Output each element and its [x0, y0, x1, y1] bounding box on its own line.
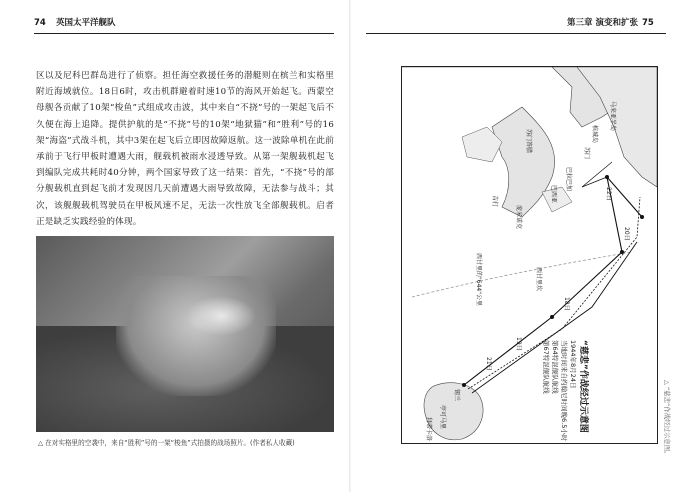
map-marker-2 — [550, 315, 554, 319]
right-header-rule — [366, 33, 666, 34]
map-label-5: 巴西亚 — [550, 185, 557, 204]
photo-smoke — [186, 296, 256, 336]
map-label-17: 拜蒂卡洛 — [425, 417, 432, 442]
map-label-15: 锡兰 — [453, 389, 460, 402]
left-page-number: 74 — [34, 18, 46, 28]
map-legend — [541, 340, 588, 441]
right-page-number: 75 — [642, 18, 654, 28]
map-land-sumatra — [492, 107, 555, 217]
map-label-9: 西甘里坎 — [535, 267, 542, 292]
legend-line-1: 当地时间来自约翰尼时间晚6.5小时 — [560, 340, 568, 442]
legend-line-3: 第67特混舰队航线 — [542, 340, 550, 394]
map-label-13: 21日 — [485, 357, 492, 371]
legend-line-2: 第64特混舰队航线 — [551, 340, 559, 394]
route-offshoot — [582, 162, 612, 187]
photo-caption: △ 在对实格里的空袭中，来自“胜利”号的一架“梭鱼”式拍摄的战场照片。(作者私人收藏) — [38, 439, 295, 447]
map-caption: △ “慈悲”作战经过示意图。 — [663, 380, 671, 458]
map-label-18: 苏门 — [583, 147, 590, 160]
map-marker-1 — [462, 383, 466, 387]
legend-title: “慈悲”作战经过示意图 — [578, 340, 588, 433]
page-gutter — [349, 0, 351, 492]
body-paragraph: 区以及尼科巴群岛进行了侦察。担任海空救援任务的潜艇则在槟兰和实格里附近海域就位。18日6时，攻击机群避着时速10节的海风开始起飞。西蒙空母舰各贡献了10架“梭鱼”式组成攻击波，其中来自“不挠”号的一架起飞后不久便在海上追降。提供护航的是“不挠”号的10架“地狱猫”和“胜利”号的16架“海盗”式战斗机，其中3架在起飞后立即因故障返航。这一波除单机在此前承前于飞行甲板时遭遇大雨，舰载机被雨水浸透导致。从第一架舰载机起飞到编队完成共耗时40分钟，两个国家导致了这一结果：首先，“不挠”号的部分舰载机直到起飞前才发现因几天前遭遇大雨导致故障，无法参与战斗；其次，该舰舰载机驾驶员在甲板风速不足，无法一次性放飞全部舰载机。启者正是缺乏实践经验的体现。 — [36, 71, 334, 227]
map-label-2: 槟城岛 — [591, 125, 598, 144]
photo-land — [116, 276, 276, 396]
map-marker-3 — [620, 250, 624, 254]
map-svg — [402, 67, 657, 443]
map-boundary-arc — [412, 252, 632, 297]
map-label-14: 22日 — [605, 187, 612, 201]
map-label-16: 亭可马里 — [439, 405, 446, 430]
chapter-title: 第三章 演变和扩张 — [567, 18, 638, 28]
left-header-rule — [34, 33, 334, 34]
left-running-title: 英国太平洋舰队 — [56, 18, 116, 28]
map-label-1: 马来亚半岛 — [609, 101, 616, 132]
map-label-8: 西甘里的"644"公里 — [475, 253, 482, 306]
map-label-12: 19日 — [515, 337, 522, 351]
legend-subtitle: 1944年8月24日 — [569, 340, 577, 389]
map-marker-5 — [640, 215, 644, 219]
map-label-3: 苏门答腊 — [525, 129, 532, 154]
map-label-7: 吉打 — [491, 195, 498, 208]
map-marker-4 — [605, 175, 609, 179]
operation-map — [401, 66, 658, 444]
map-label-6: 庞米诺克 — [515, 205, 522, 230]
aerial-photo — [36, 236, 334, 432]
map-label-10: 20日 — [623, 227, 630, 241]
map-label-11: 18日 — [563, 297, 570, 311]
map-label-4: 巴拉巴加 — [565, 167, 572, 192]
